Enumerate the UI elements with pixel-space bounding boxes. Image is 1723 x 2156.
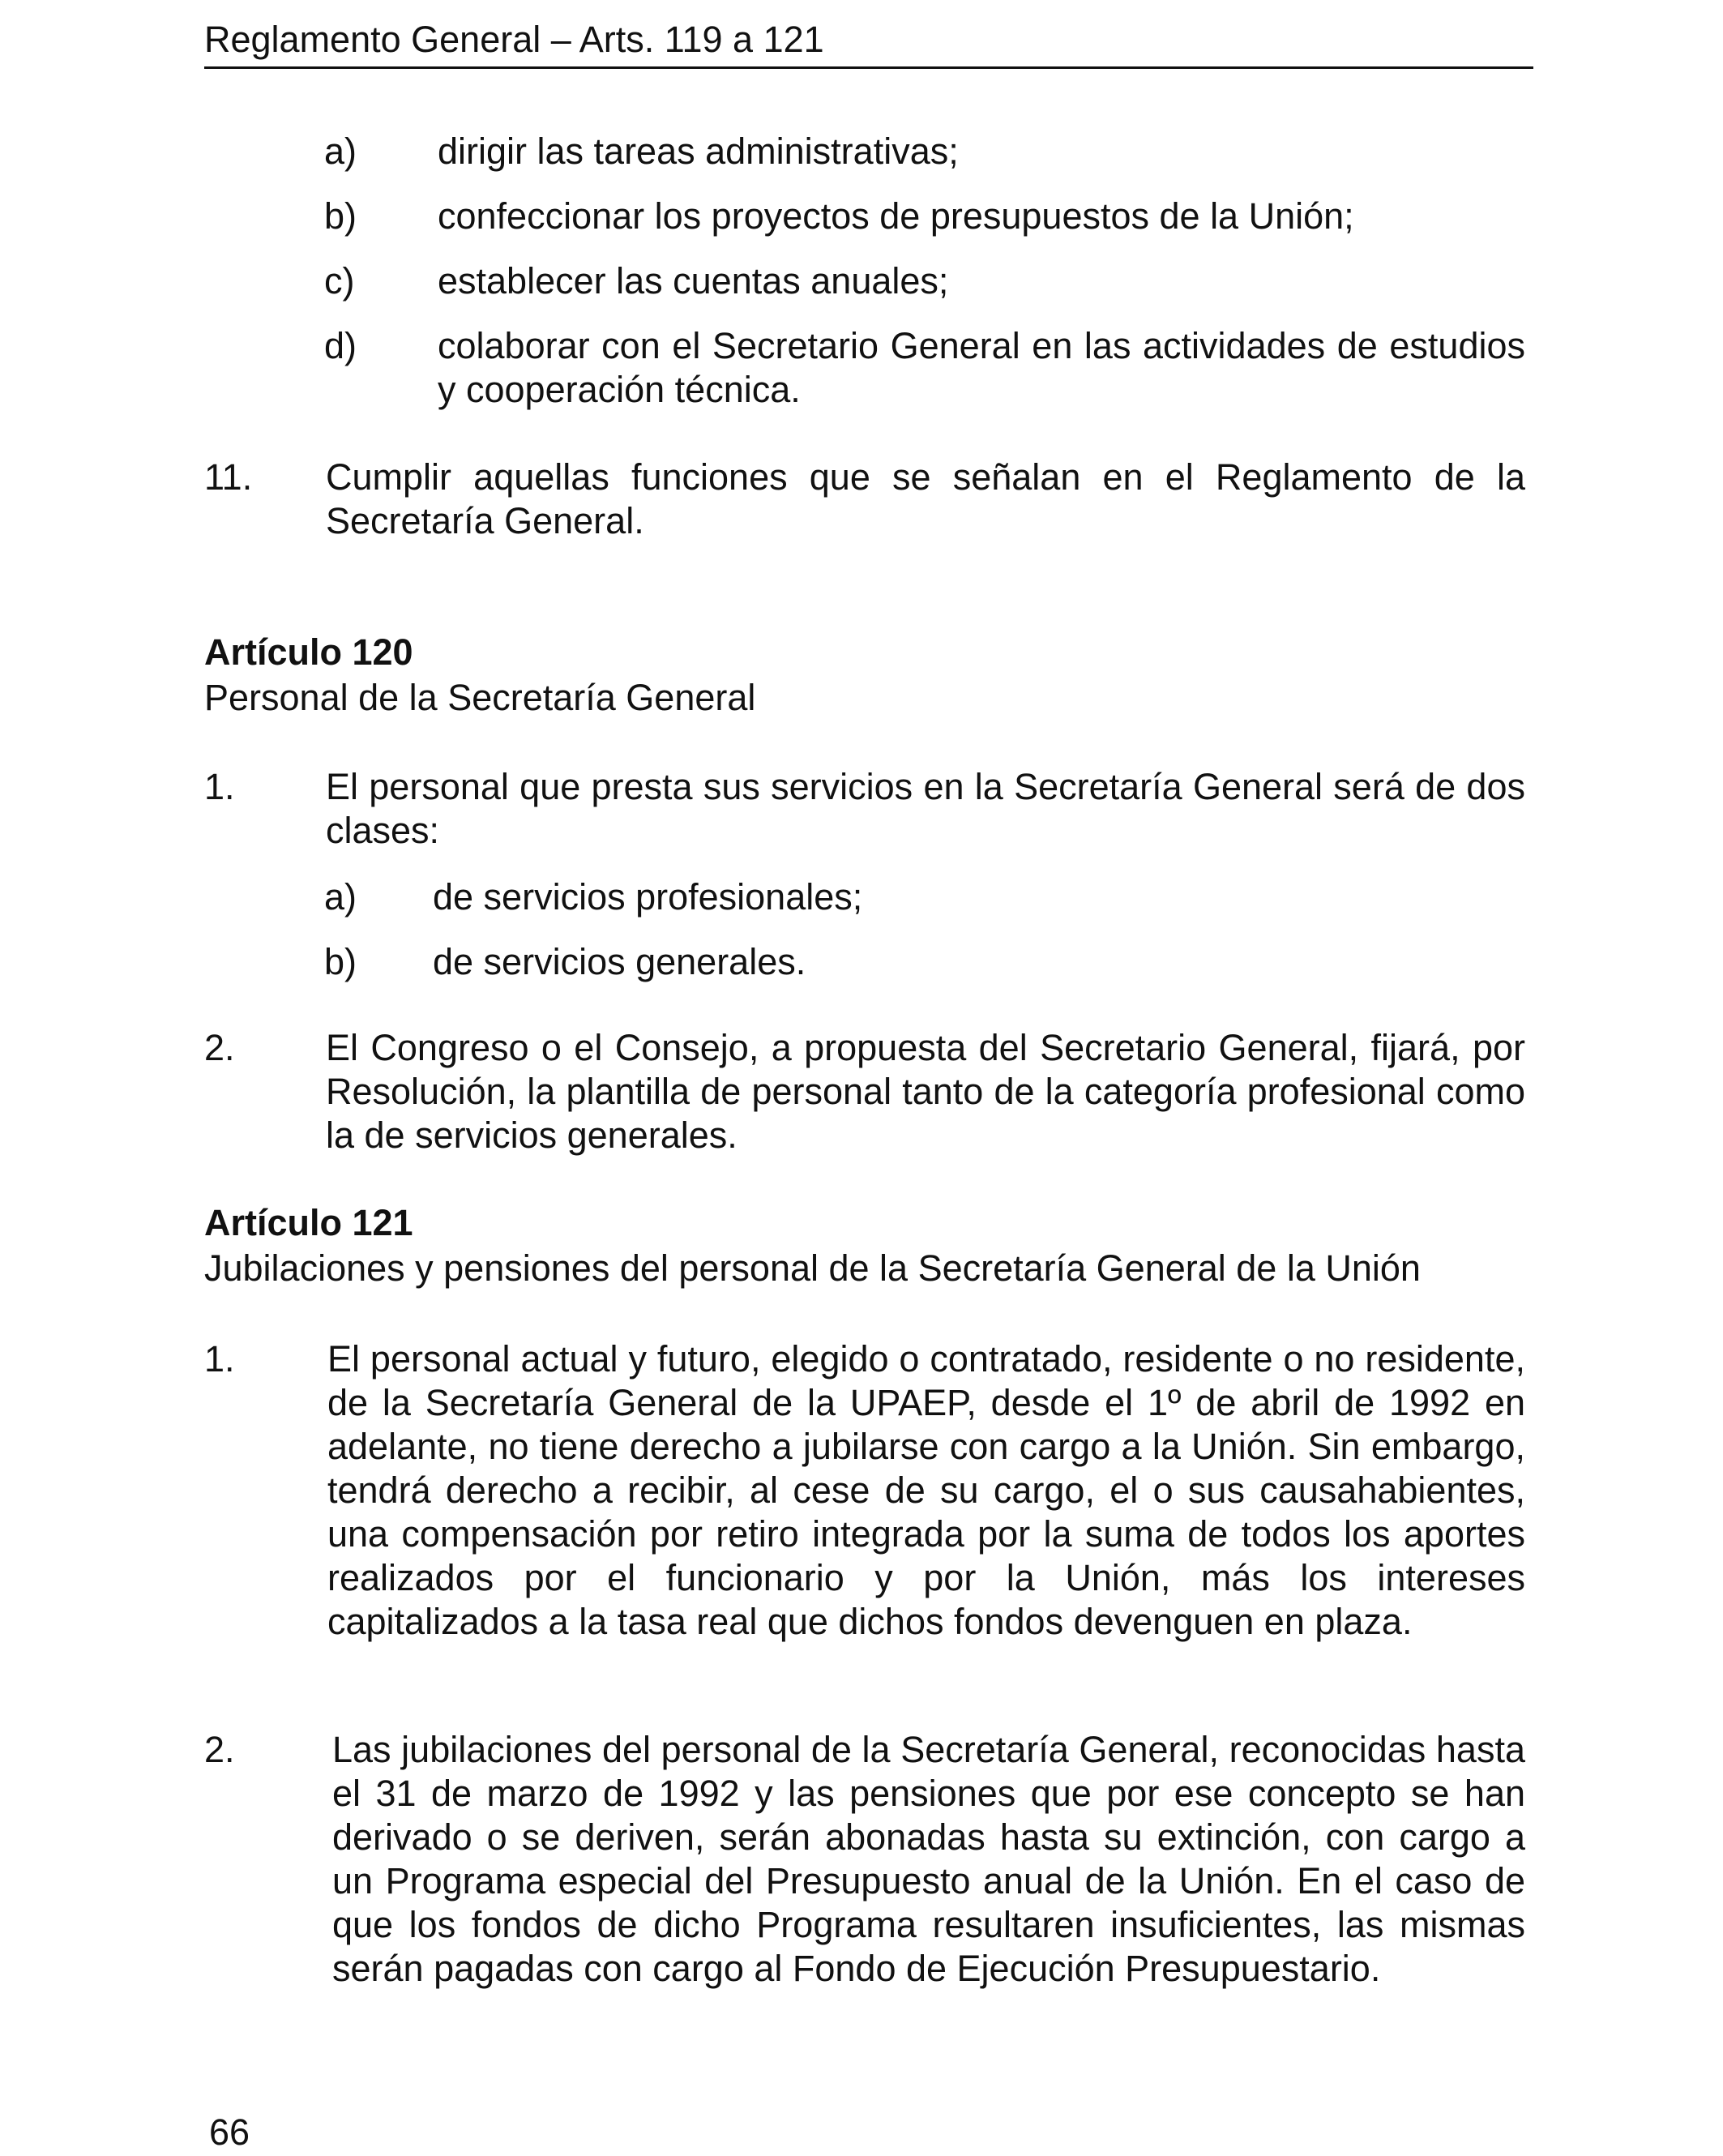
item-text: El personal actual y futuro, elegido o contratado, residente o no residente, de la Secretaría General de la UPAEP, desde el 1º de abril de 1992 en adelante, no tiene derecho a jubilarse con cargo a la Unión. Sin embargo, tendrá derecho a recibir, al cese de su cargo, el o sus causahabientes, una compensación por retiro integrada por la suma de todos los aportes realizados por el funcionario y por la Unión, más los intereses capitalizados a la tasa real que dichos fondos devenguen en plaza. bbox=[327, 1338, 1525, 1642]
article-title: Personal de la Secretaría General bbox=[204, 677, 756, 718]
list-item bbox=[324, 324, 1525, 412]
article-heading: Artículo 120 bbox=[204, 631, 413, 673]
art120-subitem-list bbox=[324, 875, 1525, 989]
list-item-label: a) bbox=[324, 130, 357, 172]
list-item bbox=[324, 195, 1525, 238]
list-item-label: b) bbox=[324, 941, 357, 982]
list-item bbox=[324, 875, 1525, 919]
list-item-text: colaborar con el Secretario General en las actividades de estudios y cooperación técnica. bbox=[438, 325, 1525, 410]
item-number: 2. bbox=[204, 1729, 235, 1770]
art120-item-1 bbox=[204, 765, 1525, 853]
list-item bbox=[324, 130, 1525, 173]
list-item-text: confeccionar los proyectos de presupuestos de la Unión; bbox=[438, 195, 1354, 237]
item-number: 1. bbox=[204, 766, 235, 807]
art119-item-11 bbox=[204, 456, 1525, 543]
running-head: Reglamento General – Arts. 119 a 121 bbox=[204, 16, 1533, 69]
art121-item-1 bbox=[204, 1337, 1525, 1688]
art120-item-2 bbox=[204, 1026, 1525, 1157]
page-number: 66 bbox=[209, 2111, 250, 2153]
art119-subitem-list bbox=[324, 130, 1525, 413]
item-text: El personal que presta sus servicios en la Secretaría General será de dos clases: bbox=[326, 766, 1525, 851]
item-number: 11. bbox=[204, 456, 253, 498]
item-number: 1. bbox=[204, 1338, 235, 1380]
list-item bbox=[324, 259, 1525, 303]
art121-item-2 bbox=[204, 1728, 1525, 2034]
list-item bbox=[324, 940, 1525, 984]
list-item-label: d) bbox=[324, 325, 357, 366]
list-item-label: b) bbox=[324, 195, 357, 237]
list-item-text: de servicios generales. bbox=[433, 941, 806, 982]
list-item-text: de servicios profesionales; bbox=[433, 876, 863, 918]
list-item-label: a) bbox=[324, 876, 357, 918]
article-title: Jubilaciones y pensiones del personal de la Secretaría General de la Unión bbox=[204, 1247, 1421, 1289]
article-heading: Artículo 121 bbox=[204, 1202, 413, 1243]
item-number: 2. bbox=[204, 1027, 235, 1068]
list-item-text: dirigir las tareas administrativas; bbox=[438, 130, 959, 172]
item-text: Cumplir aquellas funciones que se señalan en el Reglamento de la Secretaría General. bbox=[326, 456, 1525, 541]
list-item-label: c) bbox=[324, 260, 355, 302]
list-item-text: establecer las cuentas anuales; bbox=[438, 260, 949, 302]
item-text: Las jubilaciones del personal de la Secretaría General, reconocidas hasta el 31 de marzo de 1992 y las pensiones que por ese concepto se han derivado o se deriven, serán abonadas hasta su extinción, con cargo a un Programa especial del Presupuesto anual de la Unión. En el caso de que los fondos de dicho Programa resultaren insuficientes, las mismas serán pagadas con cargo al Fondo de Ejecución Presupuestario. bbox=[332, 1729, 1525, 1989]
item-text: El Congreso o el Consejo, a propuesta del Secretario General, fijará, por Resolución, la plantilla de personal tanto de la categoría profesional como la de servicios generales. bbox=[326, 1027, 1525, 1156]
